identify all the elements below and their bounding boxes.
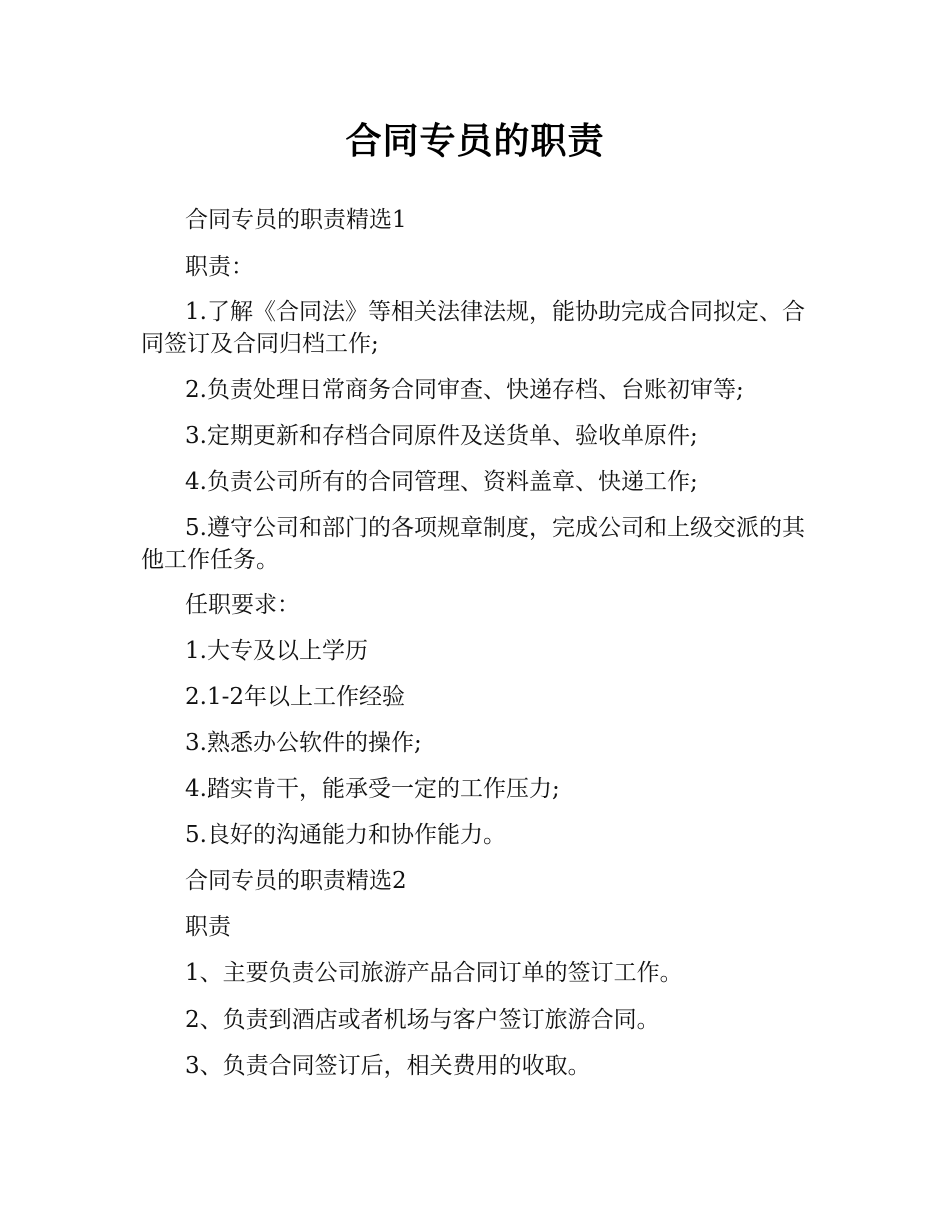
duty2-item-1: 1、主要负责公司旅游产品合同订单的签订工作。 bbox=[185, 960, 683, 986]
duties-label-1: 职责： bbox=[185, 254, 254, 280]
duty-item-3: 3.定期更新和存档合同原件及送货单、验收单原件; bbox=[185, 423, 698, 449]
section-heading-2: 合同专员的职责精选2 bbox=[185, 868, 407, 894]
document-title: 合同专员的职责 bbox=[345, 121, 605, 162]
duty-item-1: 1.了解《合同法》等相关法律法规，能协助完成合同拟定、合同签订及合同归档工作; bbox=[141, 299, 805, 357]
requirement-item-5: 5.良好的沟通能力和协作能力。 bbox=[185, 822, 506, 848]
duty-item-2: 2.负责处理日常商务合同审查、快递存档、台账初审等; bbox=[185, 377, 744, 403]
requirement-item-3: 3.熟悉办公软件的操作; bbox=[185, 730, 422, 756]
section-heading-1: 合同专员的职责精选1 bbox=[185, 207, 407, 233]
requirement-item-4: 4.踏实肯干，能承受一定的工作压力; bbox=[185, 776, 560, 802]
duty2-item-2: 2、负责到酒店或者机场与客户签订旅游合同。 bbox=[185, 1007, 660, 1033]
duty2-item-3: 3、负责合同签订后，相关费用的收取。 bbox=[185, 1053, 591, 1079]
requirement-item-1: 1.大专及以上学历 bbox=[185, 638, 368, 664]
duty-item-5: 5.遵守公司和部门的各项规章制度，完成公司和上级交派的其他工作任务。 bbox=[141, 515, 805, 573]
duties-label-2: 职责 bbox=[185, 914, 231, 940]
requirements-label: 任职要求： bbox=[185, 592, 300, 618]
requirement-item-2: 2.1-2年以上工作经验 bbox=[185, 684, 405, 710]
duty-item-4: 4.负责公司所有的合同管理、资料盖章、快递工作; bbox=[185, 469, 698, 495]
